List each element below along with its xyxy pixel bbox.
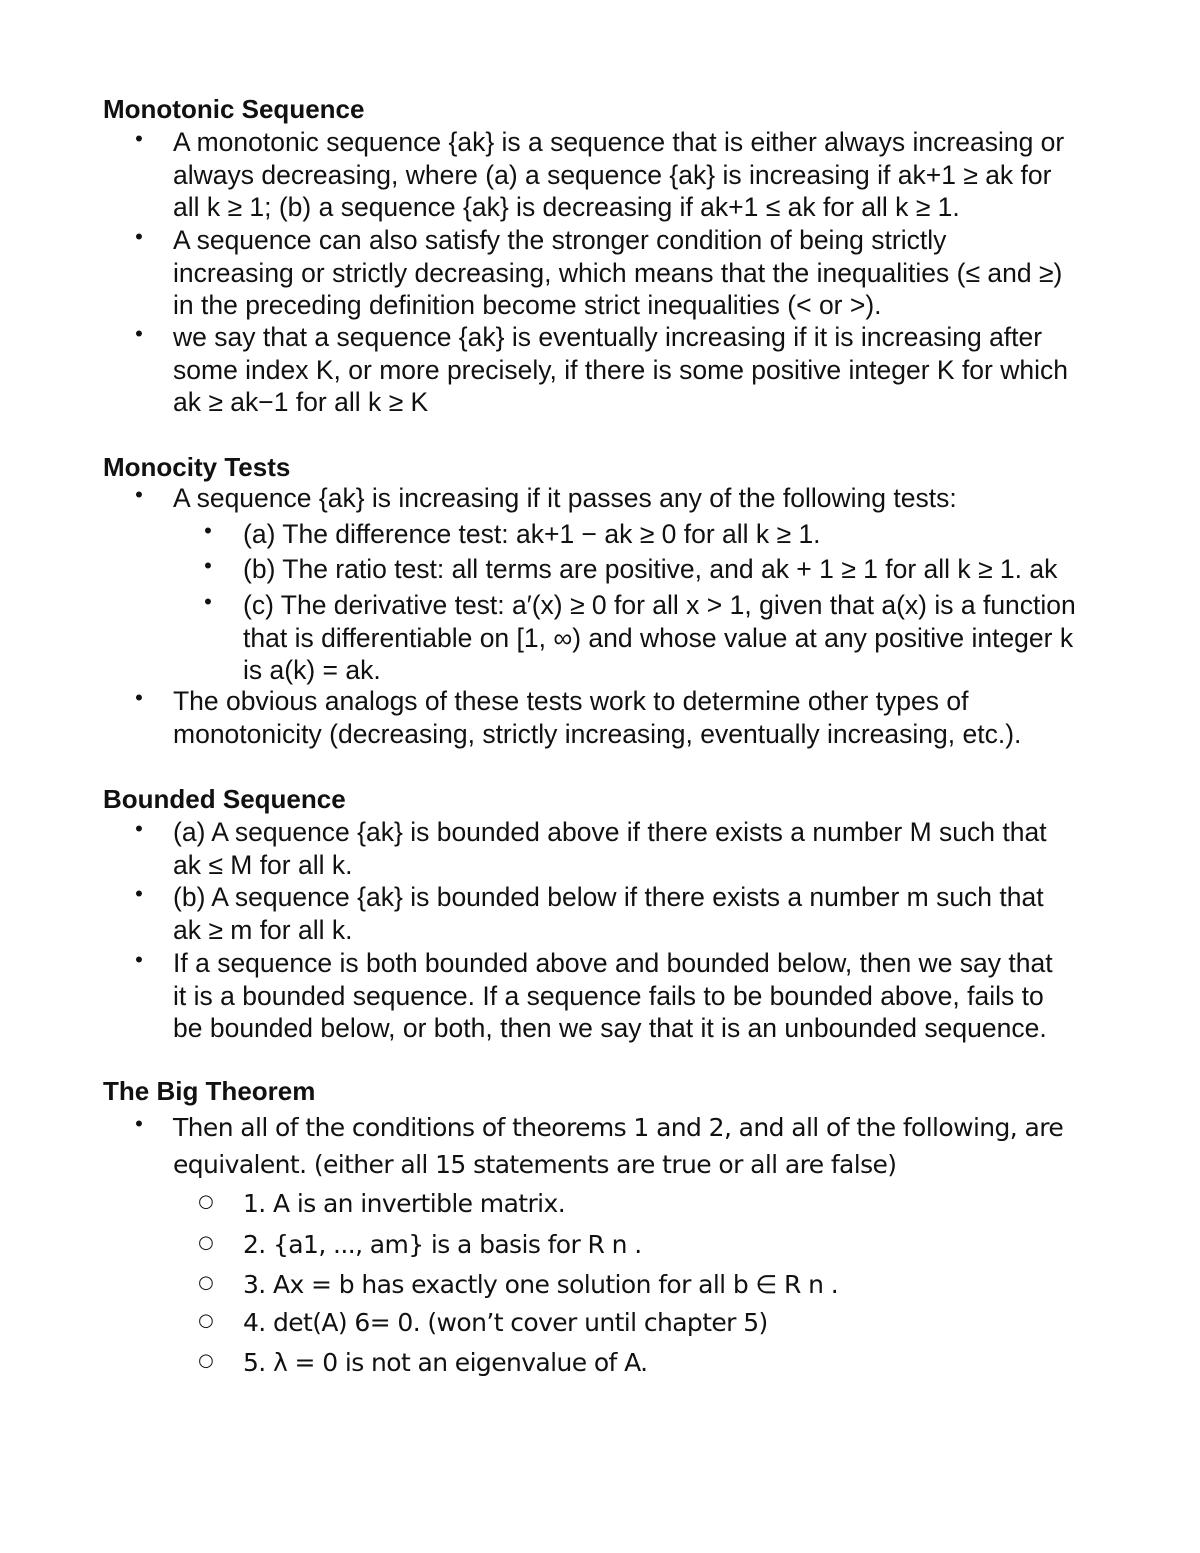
circle-bullet-icon: ○ <box>198 1191 214 1212</box>
text-line: Then all of the conditions of theorems 1 and 2, and all of the following, are <box>173 1113 1064 1142</box>
section-heading-monotonic-sequence: Monotonic Sequence <box>103 94 365 124</box>
text-line: (b) A sequence {ak} is bounded below if there exists a number m such that <box>173 882 1044 912</box>
text-line: (a) A sequence {ak} is bounded above if there exists a number M such that <box>173 817 1047 847</box>
text-line: equivalent. (either all 15 statements are true or all are false) <box>173 1150 897 1179</box>
bullet-marker: • <box>204 589 212 614</box>
circle-bullet-icon: ○ <box>198 1310 214 1331</box>
list-item <box>173 126 1163 224</box>
list-item: 2. {a1, ..., am} is a basis for R n . <box>243 1230 642 1259</box>
text-line: A monotonic sequence {ak} is a sequence that is either always increasing or <box>173 127 1065 157</box>
text-line: The obvious analogs of these tests work to determine other types of <box>173 686 969 716</box>
list-item <box>173 685 1163 750</box>
text-line: ak ≥ m for all k. <box>173 914 353 945</box>
text-line: (c) The derivative test: a′(x) ≥ 0 for all x > 1, given that a(x) is a function <box>243 590 1076 620</box>
text-line: (a) The difference test: ak+1 − ak ≥ 0 for all k ≥ 1. <box>243 519 821 549</box>
section-heading-bounded-sequence: Bounded Sequence <box>103 784 346 814</box>
bullet-marker: • <box>135 881 143 906</box>
bullet-marker: • <box>204 518 212 543</box>
bullet-marker: • <box>135 224 143 249</box>
text-line: If a sequence is both bounded above and bounded below, then we say that <box>173 948 1053 978</box>
list-item <box>173 482 1163 515</box>
text-line: ak ≤ M for all k. <box>173 849 353 880</box>
text-line: it is a bounded sequence. If a sequence fails to be bounded above, fails to <box>173 980 1044 1011</box>
bullet-marker: • <box>135 1111 143 1136</box>
circle-bullet-icon: ○ <box>198 1272 214 1293</box>
list-item <box>243 589 1163 687</box>
text-line: some index K, or more precisely, if there is some positive integer K for which <box>173 354 1068 385</box>
bullet-marker: • <box>135 482 143 507</box>
bullet-marker: • <box>204 553 212 578</box>
section-heading-big-theorem: The Big Theorem <box>103 1076 316 1106</box>
circle-bullet-icon: ○ <box>198 1350 214 1371</box>
text-line: ak ≥ ak−1 for all k ≥ K <box>173 387 429 417</box>
text-line: A sequence can also satisfy the stronger condition of being strictly <box>173 225 947 255</box>
list-item: 5. λ = 0 is not an eigenvalue of A. <box>243 1348 648 1377</box>
list-item: 4. det(A) 6= 0. (won’t cover until chapter 5) <box>243 1308 768 1337</box>
bullet-marker: • <box>135 685 143 710</box>
text-line: all k ≥ 1; (b) a sequence {ak} is decreasing if ak+1 ≤ ak for all k ≥ 1. <box>173 192 960 222</box>
list-item <box>173 947 1163 1045</box>
list-item <box>173 224 1163 322</box>
circle-bullet-icon: ○ <box>198 1232 214 1253</box>
list-item <box>173 1109 1163 1183</box>
text-line: is a(k) = ak. <box>243 655 381 685</box>
text-line: in the preceding definition become strict inequalities (< or >). <box>173 290 882 320</box>
text-line: monotonicity (decreasing, strictly increasing, eventually increasing, etc.). <box>173 718 1022 749</box>
bullet-marker: • <box>135 126 143 151</box>
list-item <box>173 816 1163 881</box>
text-line: we say that a sequence {ak} is eventually increasing if it is increasing after <box>173 322 1043 352</box>
bullet-marker: • <box>135 321 143 346</box>
text-line: that is differentiable on [1, ∞) and whose value at any positive integer k <box>243 622 1074 653</box>
list-item <box>173 321 1163 419</box>
bullet-marker: • <box>135 816 143 841</box>
text-line: be bounded below, or both, then we say that it is an unbounded sequence. <box>173 1013 1047 1043</box>
text-line: (b) The ratio test: all terms are positive, and ak + 1 ≥ 1 for all k ≥ 1. ak <box>243 554 1058 584</box>
list-item <box>243 518 1163 551</box>
list-item <box>173 881 1163 946</box>
bullet-marker: • <box>135 947 143 972</box>
section-heading-monocity-tests: Monocity Tests <box>103 452 291 482</box>
text-line: increasing or strictly decreasing, which means that the inequalities (≤ and ≥) <box>173 257 1063 288</box>
list-item <box>243 553 1163 586</box>
text-line: A sequence {ak} is increasing if it passes any of the following tests: <box>173 483 957 513</box>
text-line: always decreasing, where (a) a sequence {ak} is increasing if ak+1 ≥ ak for <box>173 159 1052 190</box>
list-item: 1. A is an invertible matrix. <box>243 1189 566 1218</box>
list-item: 3. Ax = b has exactly one solution for all b ∈ R n . <box>243 1270 839 1299</box>
